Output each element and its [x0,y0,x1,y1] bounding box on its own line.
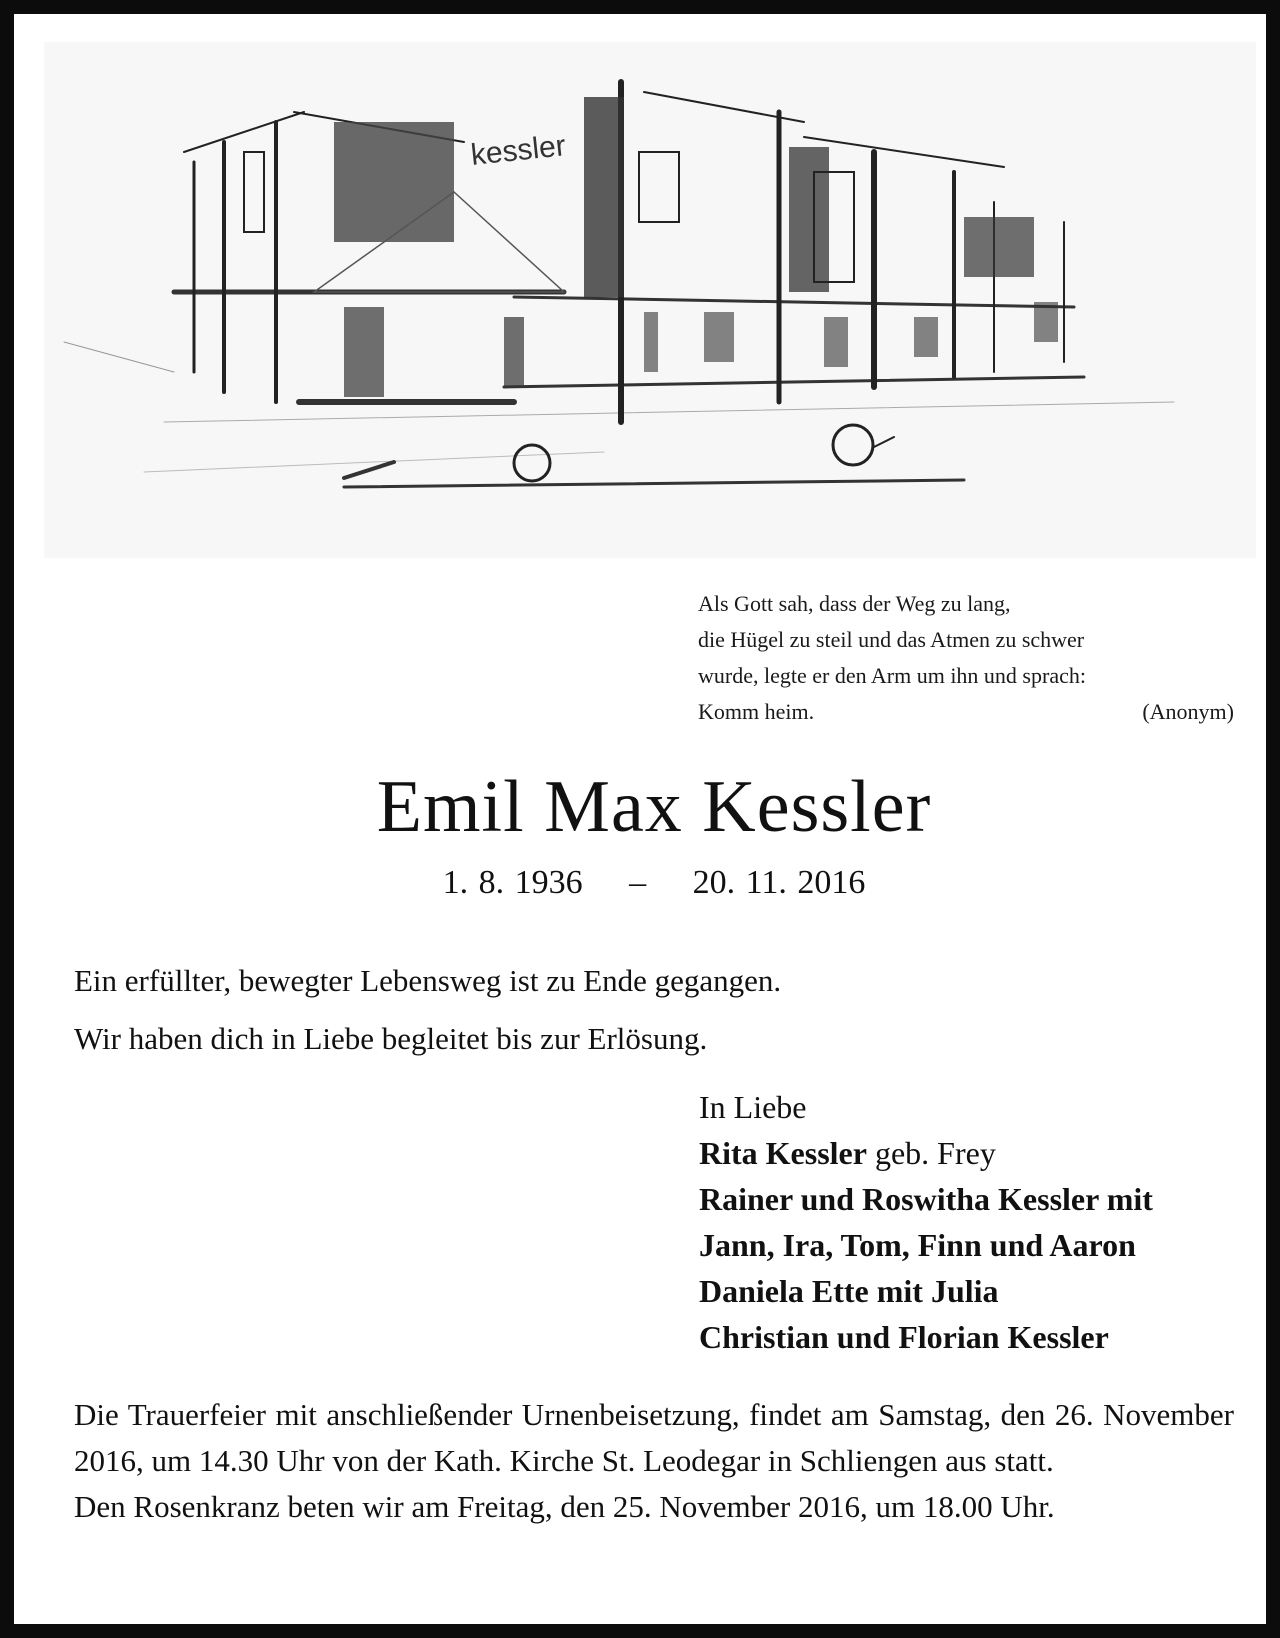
building-sign-text: kessler [469,129,568,172]
building-sketch-illustration [44,42,1256,558]
spouse-maiden-name: geb. Frey [874,1135,996,1171]
poem-line: Komm heim. [698,699,815,724]
family-member-line: Rainer und Roswitha Kessler mit [699,1181,1153,1217]
family-heading: In Liebe [699,1089,807,1125]
poem-line: Als Gott sah, dass der Weg zu lang, [698,591,1011,616]
poem-quote [698,586,1234,730]
spouse-name: Rita Kessler [699,1135,867,1171]
funeral-service-text: Die Trauerfeier mit anschließender Urnenbeisetzung, findet am Samstag, den 26. November 2016, um 14.30 Uhr von der Kath. Kirche St. Leodegar in Schliengen aus statt. [74,1397,1234,1478]
family-member-line: Christian und Florian Kessler [699,1319,1109,1355]
family-spouse [699,1130,1259,1176]
date-separator: – [629,864,647,901]
poem-attribution: (Anonym) [1142,699,1234,724]
intro-text [74,952,1234,1068]
family-signature [699,1084,1259,1360]
rosary-text: Den Rosenkranz beten wir am Freitag, den 25. November 2016, um 18.00 Uhr. [74,1489,1055,1524]
intro-line: Ein erfüllter, bewegter Lebensweg ist zu Ende gegangen. [74,963,782,998]
family-member-line: Daniela Ette mit Julia [699,1273,999,1309]
deceased-name: Emil Max Kessler [376,766,932,848]
intro-line: Wir haben dich in Liebe begleitet bis zur Erlösung. [74,1021,708,1056]
life-dates [14,860,1280,906]
death-date: 20. 11. 2016 [692,864,866,901]
poem-line: wurde, legte er den Arm um ihn und sprach: [698,663,1086,688]
poem-line: die Hügel zu steil und das Atmen zu schwer [698,627,1085,652]
poem-last-line-row [698,694,1234,730]
birth-date: 1. 8. 1936 [442,864,583,901]
service-info [74,1392,1234,1530]
family-member-line: Jann, Ira, Tom, Finn und Aaron [699,1227,1136,1263]
